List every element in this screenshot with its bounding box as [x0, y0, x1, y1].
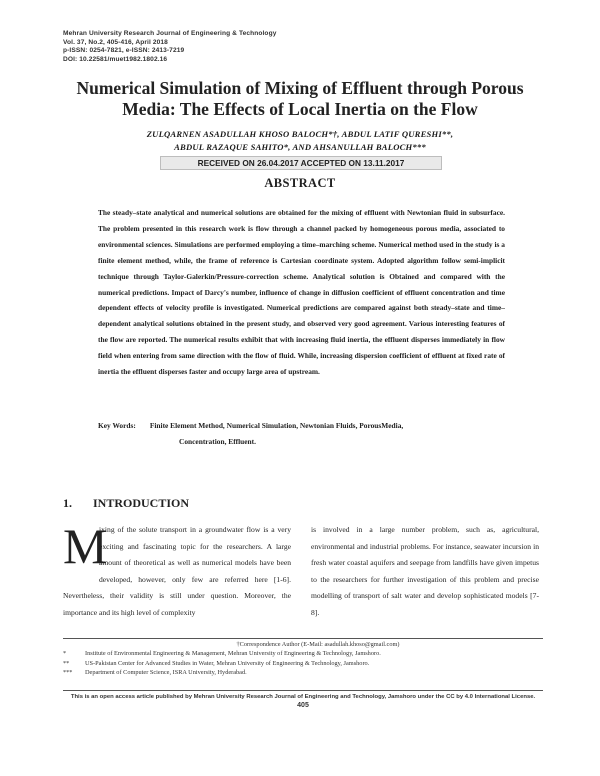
footnote-item [63, 659, 543, 668]
license-statement: This is an open access article published by Mehran University Research Journal of Engineering and Technology, Jamshoro under the CC by 4.0 International License. [70, 694, 536, 700]
footnote-mark: ** [63, 659, 70, 667]
intro-left-text: ixing of the solute transport in a groundwater flow is a very exciting and fascinating topic for the researchers. A large amount of theoretical as well as numerical models have been developed, however, only few are referred here [1-6]. Nevertheless, their validity is still under question. Moreover, the importance and its high level of complexity [63, 525, 291, 617]
footnote-mark: * [63, 650, 67, 658]
footnote-item [63, 668, 543, 677]
intro-column-left [63, 518, 291, 622]
footnote-text: US-Pakistan Center for Advanced Studies in Water, Mehran University of Engineering & Technology, Jamshoro. [85, 659, 370, 667]
keywords [98, 418, 505, 449]
journal-doi[interactable]: DOI: 10.22581/muet1982.1802.16 [63, 55, 168, 63]
abstract-text: The steady–state analytical and numerical solutions are obtained for the mixing of effluent with Newtonian fluid in subsurface. The problem presented in this research work is flow through a channel packed by homogeneous porous media, associated to environmental sciences. Simulations are performed employing a time–marching scheme. Numerical method used in the study is a finite element method, while, the frame of reference is Cartesian coordinate system. Adopted algorithm follow semi-implicit technique through Taylor-Galerkin/Pressure-correction scheme. Analytical solution is Obtained and compared with the numerical predictions. Impact of Darcy's number, influence of change in diffusion coefficient of effluent concentration and time dependent effects of velocity profile is investigated. Numerical predictions are compared against both steady–state and time–dependent analytical solutions obtained in the present study, and observed very good agreement. Various interesting features of the flow are reported. The numerical results exhibit that with increasing fluid inertia, the effluent disperses immediately in flow field when entering from same direction with the flow of fluid. While, increasing dispersion coefficient of effluent at fixed rate of inertia the effluent disperses faster and occupy large area of upstream. [98, 208, 505, 377]
journal-issn: p-ISSN: 0254-7821, e-ISSN: 2413-7219 [63, 47, 185, 55]
section-heading-introduction [63, 496, 189, 511]
authors-line-2: ABDUL RAZAQUE SAHITO*, AND AHSANULLAH BALOCH*** [174, 142, 426, 152]
journal-volume: Vol. 37, No.2, 405-416, April 2018 [63, 38, 168, 46]
footnote-text: Institute of Environmental Engineering & Management, Mehran University of Engineering & Technology, Jamshoro. [85, 650, 381, 658]
keywords-line-2: Concentration, Effluent. [179, 436, 256, 446]
journal-header [63, 30, 363, 64]
authors-line-1: ZULQARNEN ASADULLAH KHOSO BALOCH*†, ABDUL LATIF QURESHI**, [146, 129, 454, 139]
intro-column-right: is involved in a large number problem, such as, agricultural, environmental and industrial problems. For instance, seawater incursion in fresh water coastal aquifers and seepage from landfills have given impetus to the researchers for further investigation of this problem and precise modelling of transport of salt water and develop sophisticated models [7-8]. [311, 525, 539, 617]
footnote-mark: *** [63, 669, 73, 677]
abstract-heading: ABSTRACT [264, 176, 336, 190]
footnotes [63, 640, 543, 678]
received-dates-banner: RECEIVED ON 26.04.2017 ACCEPTED ON 13.11.2017 [160, 156, 442, 170]
footnote-text: Department of Computer Science, ISRA University, Hyderabad. [85, 669, 247, 677]
footnote-item [63, 649, 543, 658]
author-list [40, 128, 560, 154]
journal-name: Mehran University Research Journal of Engineering & Technology [63, 30, 277, 37]
section-title: INTRODUCTION [93, 496, 190, 510]
keywords-label: Key Words: [98, 421, 136, 430]
paper-title [40, 78, 560, 120]
page-number: 405 [297, 702, 309, 709]
keywords-line-1: Finite Element Method, Numerical Simulation, Newtonian Fluids, PorousMedia, [149, 421, 404, 430]
license-divider [63, 690, 543, 691]
drop-cap-letter: M [63, 518, 108, 574]
footnote-divider [63, 638, 543, 639]
title-line-2: Media: The Effects of Local Inertia on the Flow [122, 99, 478, 119]
correspondence-note: †Correspondence Author (E-Mail: asadullah.khoso@gmail.com) [236, 641, 400, 648]
drop-cap [63, 518, 108, 574]
title-line-1: Numerical Simulation of Mixing of Effluent through Porous [76, 78, 524, 98]
section-number: 1. [63, 496, 72, 510]
